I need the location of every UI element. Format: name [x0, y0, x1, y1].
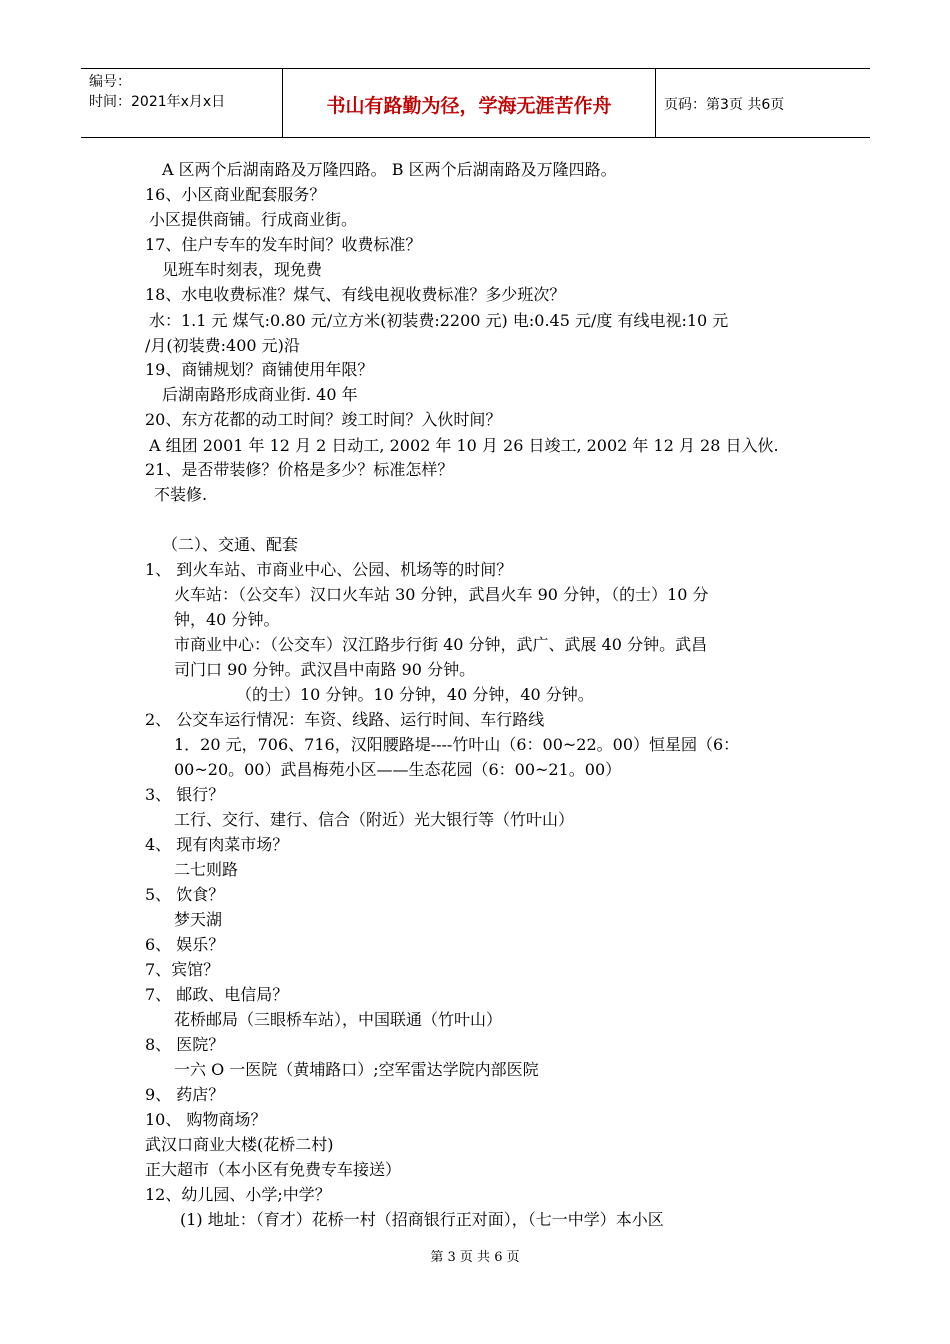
text-line: 5、 饮食？	[145, 885, 225, 904]
text-line: 9、 药店？	[145, 1085, 225, 1104]
text-line: 1、 到火车站、市商业中心、公园、机场等的时间？	[145, 560, 513, 579]
text-line: 7、宾馆？	[145, 960, 220, 979]
text-line: 8、 医院？	[145, 1035, 225, 1054]
text-line: 小区提供商铺。行成商业街。	[149, 210, 358, 229]
text-line: (1) 地址：（育才）花桥一村（招商银行正对面），（七一中学）本小区	[180, 1210, 664, 1229]
text-line: 火车站：（公交车）汉口火车站 30 分钟，武昌火车 90 分钟，（的士）10 分	[174, 585, 709, 604]
header-page-info: 页码：第3页 共6页	[664, 97, 785, 113]
serial-label: 编号：	[89, 74, 131, 90]
text-line: 一六 O 一医院（黄埔路口）;空军雷达学院内部医院	[174, 1060, 539, 1079]
text-line: 3、 银行？	[145, 785, 225, 804]
text-line: 16、小区商业配套服务？	[145, 185, 326, 204]
text-line: 见班车时刻表，现免费	[162, 260, 323, 279]
text-line: 梦天湖	[174, 910, 223, 929]
text-line: 工行、交行、建行、信合（附近）光大银行等（竹叶山）	[174, 810, 575, 829]
text-line: 21、是否带装修？价格是多少？标准怎样？	[145, 460, 454, 479]
text-line: 1．20 元，706、716，汉阳腰路堤----竹叶山（6：00~22。00）恒星园（6：	[174, 735, 740, 754]
text-line: 司门口 90 分钟。武汉昌中南路 90 分钟。	[174, 660, 476, 679]
page-footer: 第 3 页 共 6 页	[430, 1250, 520, 1265]
text-line: （的士）10 分钟。10 分钟，40 分钟，40 分钟。	[236, 685, 594, 704]
text-line: 4、 现有肉菜市场？	[145, 835, 289, 854]
page-header	[81, 68, 870, 138]
text-line: /月(初装费:400 元)沿	[145, 336, 300, 355]
text-line: 花桥邮局（三眼桥车站），中国联通（竹叶山）	[174, 1010, 503, 1029]
header-divider	[655, 69, 656, 137]
text-line: 二七则路	[174, 860, 239, 879]
text-line: 后湖南路形成商业街. 40 年	[162, 385, 358, 404]
text-line: 17、住户专车的发车时间？收费标准？	[145, 235, 422, 254]
text-line: 20、东方花都的动工时间？竣工时间？入伙时间？	[145, 410, 502, 429]
text-line: 00~20。00）武昌梅苑小区——生态花园（6：00~21。00）	[174, 760, 622, 779]
text-line: A 区两个后湖南路及万隆四路。 B 区两个后湖南路及万隆四路。	[162, 160, 617, 179]
text-line: 12、幼儿园、小学;中学？	[145, 1185, 331, 1204]
text-line: 19、商铺规划？商铺使用年限？	[145, 360, 374, 379]
text-line: 不装修.	[154, 485, 208, 504]
text-line: 6、 娱乐？	[145, 935, 225, 954]
text-line: A 组团 2001 年 12 月 2 日动工, 2002 年 10 月 26 日竣工, 2002 年 12 月 28 日入伙.	[149, 436, 779, 455]
header-meta	[89, 72, 225, 112]
header-motto: 书山有路勤为径，学海无涯苦作舟	[326, 95, 612, 117]
text-line: 2、 公交车运行情况：车资、线路、运行时间、车行路线	[145, 710, 545, 729]
text-line: 武汉口商业大楼(花桥二村)	[145, 1135, 334, 1154]
text-line: 正大超市（本小区有免费专车接送）	[145, 1160, 402, 1179]
text-line: 18、水电收费标准？煤气、有线电视收费标准？多少班次？	[145, 285, 566, 304]
text-line: 市商业中心：（公交车）汉江路步行街 40 分钟，武广、武展 40 分钟。武昌	[174, 635, 708, 654]
text-line: 水：1.1 元 煤气:0.80 元/立方米(初装费:2200 元) 电:0.45 元/度 有线电视:10 元	[149, 311, 729, 330]
text-line: 钟，40 分钟。	[174, 610, 280, 629]
section-heading: （二）、交通、配套	[162, 535, 299, 554]
text-line: 7、 邮政、电信局？	[145, 985, 289, 1004]
text-line: 10、 购物商场？	[145, 1110, 267, 1129]
date-label: 时间：2021年x月x日	[89, 94, 226, 110]
